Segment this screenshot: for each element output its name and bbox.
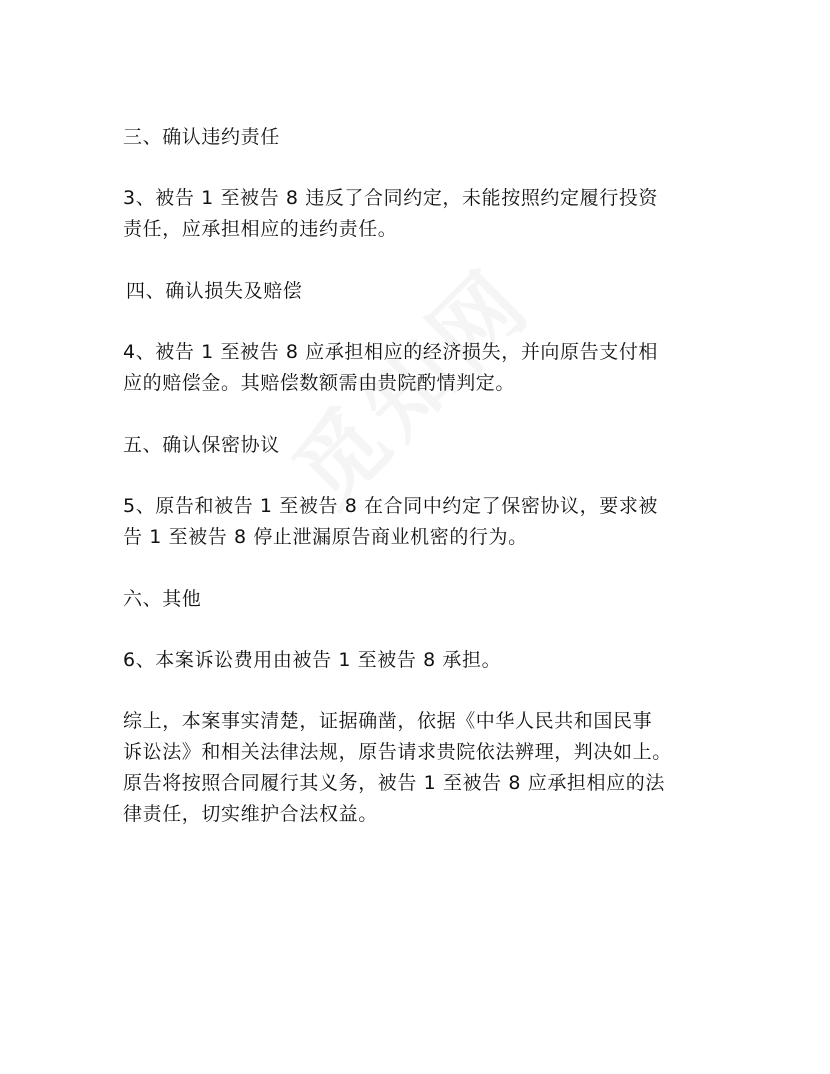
paragraph-3-line-2: 责任，应承担相应的违约责任。 bbox=[123, 218, 398, 240]
paragraph-4-line-1: 4、被告 1 至被告 8 应承担相应的经济损失，并向原告支付相 bbox=[123, 341, 659, 363]
conclusion-line-4: 律责任，切实维护合法权益。 bbox=[123, 803, 378, 825]
conclusion-line-2: 诉讼法》和相关法律法规，原告请求贵院依法辨理，判决如上。 bbox=[123, 741, 672, 763]
section-heading-5: 五、确认保密协议 bbox=[123, 434, 280, 456]
paragraph-6-line-1: 6、本案诉讼费用由被告 1 至被告 8 承担。 bbox=[123, 649, 502, 671]
section-heading-4: 四、确认损失及赔偿 bbox=[126, 280, 303, 302]
conclusion-line-1: 综上，本案事实清楚，证据确凿，依据《中华人民共和国民事 bbox=[123, 710, 653, 732]
conclusion-line-3: 原告将按照合同履行其义务，被告 1 至被告 8 应承担相应的法 bbox=[123, 772, 665, 794]
paragraph-4-line-2: 应的赔偿金。其赔偿数额需由贵院酌情判定。 bbox=[123, 372, 516, 394]
section-heading-3: 三、确认违约责任 bbox=[123, 126, 280, 148]
paragraph-5-line-2: 告 1 至被告 8 停止泄漏原告商业机密的行为。 bbox=[123, 526, 528, 548]
paragraph-3-line-1: 3、被告 1 至被告 8 违反了合同约定，未能按照约定履行投资 bbox=[123, 187, 659, 209]
section-heading-6: 六、其他 bbox=[123, 588, 202, 610]
paragraph-5-line-1: 5、原告和被告 1 至被告 8 在合同中约定了保密协议，要求被 bbox=[123, 495, 659, 517]
